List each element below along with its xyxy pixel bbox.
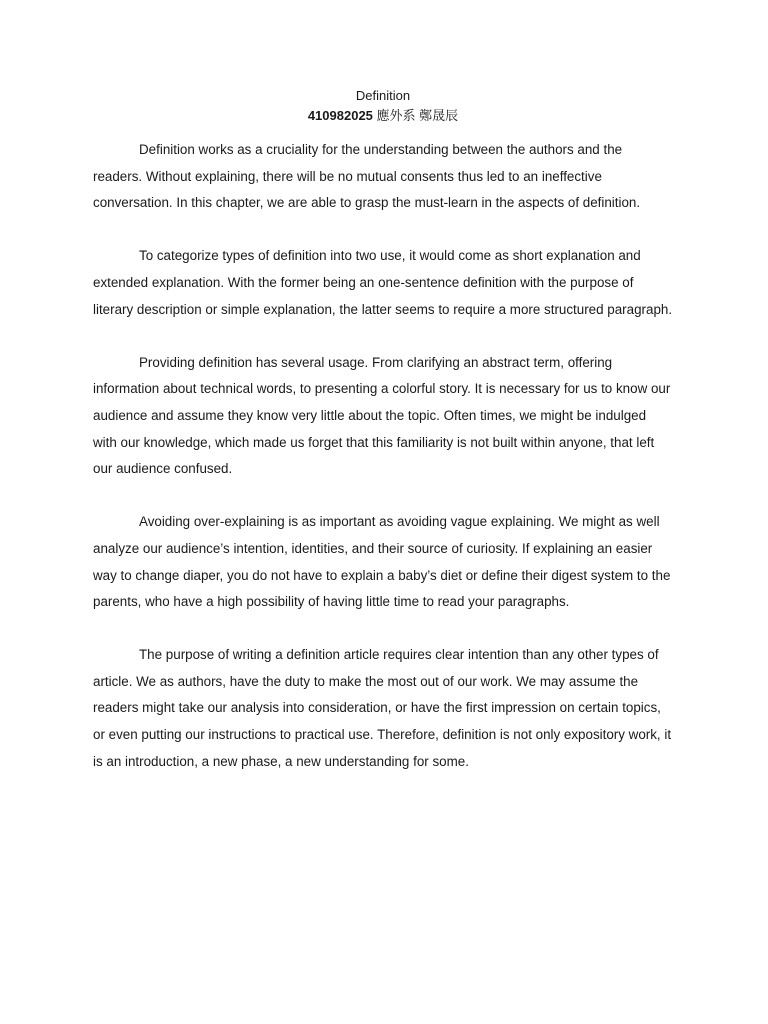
paragraph-2: To categorize types of definition into two use, it would come as short explanation and extended explanation. With the former being an one-sentence definition with the purpose of literary description or simple explanation, the latter seems to require a more structured paragraph. [93,248,673,317]
paragraph-5: The purpose of writing a definition article requires clear intention than any other types of article. We as authors, have the duty to make the most out of our work. We may assume the readers might take our analysis into consideration, or have the first impression on certain topics, or even putting our instructions to practical use. Therefore, definition is not only expository work, it is an introduction, a new phase, a new understanding for some. [93,647,672,769]
paragraph-3: Providing definition has several usage. From clarifying an abstract term, offering information about technical words, to presenting a colorful story. It is necessary for us to know our audience and assume they know very little about the topic. Often times, we might be indulged with our knowledge, which made us forget that this familiarity is not built within anyone, that left our audience confused. [93,354,671,477]
document-header [93,86,673,126]
student-name: 應外系 鄭晟辰 [376,108,459,123]
paragraph-4: Avoiding over-explaining is as important as avoiding vague explaining. We might as well analyze our audience’s intention, identities, and their source of curiosity. If explaining an easier way to change diaper, you do not have to explain a baby’s diet or define their digest system to the parents, who have a high possibility of having little time to read your paragraphs. [93,514,671,610]
student-id: 410982025 [307,108,373,123]
document-body [93,137,673,775]
author-line [93,106,673,126]
document-title: Definition [355,88,411,103]
paragraph-1: Definition works as a cruciality for the understanding between the authors and the readers. Without explaining, there will be no mutual consents thus led to an ineffective conversation. In this chapter, we are able to grasp the must-learn in the aspects of definition. [93,142,641,211]
document-page [93,86,673,802]
